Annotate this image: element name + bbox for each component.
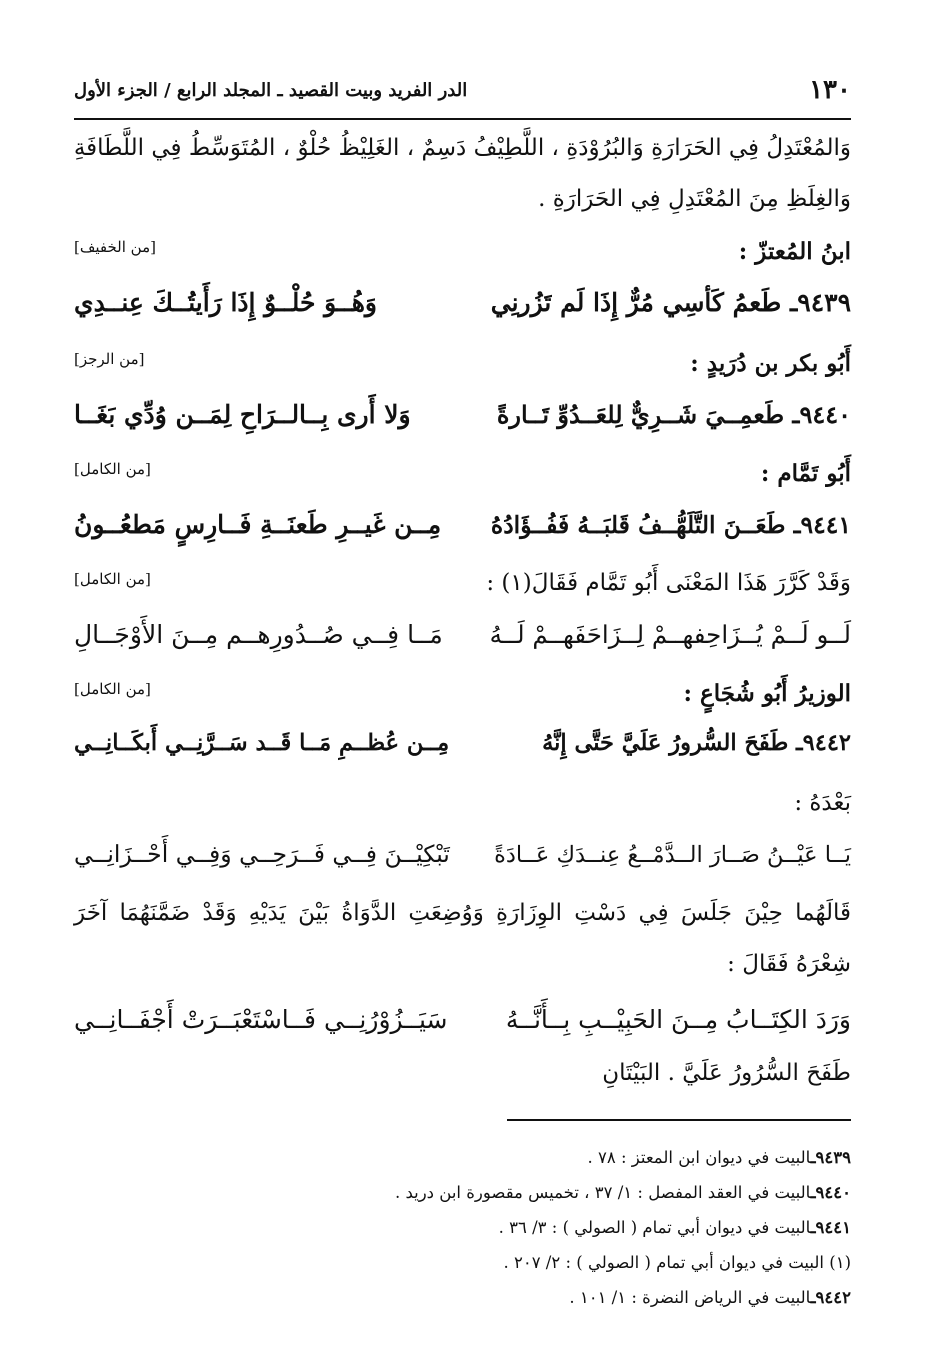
meter-label: [من الخفيف]: [74, 238, 156, 256]
footnote-number: ٩٤٣٩ـ: [810, 1148, 851, 1167]
verse-line: [74, 840, 851, 868]
hemistich-first: ٩٤٤٠ـ طَعمِــيَ شَــرِيٌّ لِلعَــدُوِّ تَــارةً: [496, 400, 851, 429]
poet-name: ابنُ المُعتزّ :: [738, 238, 851, 265]
hemistich-second: مِــن غَيــرِ طَعنَــةِ فَــارِسٍ مَطعُــونُ: [74, 510, 442, 539]
footnote-number: ٩٤٤٢ـ: [810, 1288, 851, 1307]
footnote: [74, 1253, 851, 1272]
footnote-text: البيت في العقد المفصل : ١/ ٣٧ ، تخميس مقصورة ابن دريد .: [394, 1183, 811, 1202]
hemistich-first: وَرَدَ الكِتَــابُ مِــنَ الحَبِيْــبِ بِــأَنَّــهُ: [505, 1005, 851, 1034]
meter-label: [من الكامل]: [74, 570, 151, 588]
running-title: الدر الفريد وبيت القصيد ـ المجلد الرابع / الجزء الأول: [74, 79, 468, 101]
hemistich-first: ٩٤٤١ـ طَعَــنَ التَّلَهُّــفُ قَلبَــهُ فَفُــؤَادُهُ: [490, 511, 851, 539]
hemistich-second: مَــا فِــي صُــدُورِهــم مِــنَ الأَوْجَــالِ: [74, 620, 443, 649]
prose-line: شِعْرَهُ فَقَالَ :: [727, 951, 851, 977]
footnote-text: البيت في الرياض النضرة : ١/ ١٠١ .: [569, 1288, 811, 1307]
after-label: بَعْدَهُ :: [794, 790, 851, 816]
footnote-text: البيت في ديوان أبي تمام ( الصولي ) : ٢/ ٢٠٧ .: [503, 1253, 824, 1272]
footnote: [74, 1218, 851, 1237]
meter-label: [من الكامل]: [74, 680, 151, 698]
page-number: ١٣٠: [809, 75, 851, 105]
hemistich-first: ٩٤٤٢ـ طَفَحَ السُّرورُ عَلَيَّ حَتَّى إِنَّهُ: [542, 730, 851, 756]
footnote-text: البيت في ديوان أبي تمام ( الصولي ) : ٣/ ٣٦ .: [498, 1218, 811, 1237]
footnote: [74, 1183, 851, 1202]
verse-continuation: طَفَحَ السُّرُورُ عَلَيَّ . البَيْتَانِ: [602, 1060, 851, 1086]
poet-name: الوزيرُ أَبُو شُجَاعٍ :: [683, 680, 851, 707]
poet-name: أَبُو بكر بن دُرَيدٍ :: [690, 350, 851, 377]
footnote-number: ٩٤٤١ـ: [810, 1218, 851, 1237]
hemistich-second: سَيَــزُوْرُنِــي فَــاسْتَعْبَــرَتْ أَجْفَــانِــي: [74, 1005, 448, 1034]
meter-label: [من الكامل]: [74, 460, 151, 478]
prose-line: وَالغِلَظِ مِنَ المُعْتَدِلِ فِي الحَرَارَةِ .: [538, 186, 851, 212]
poet-heading: [74, 680, 851, 707]
footnote-text: البيت في ديوان ابن المعتز : ٧٨ .: [587, 1148, 811, 1167]
hemistich-second: تَبْكِيْــنَ فِــي فَــرَحِــي وَفِــي أَحْــزَانِــي: [74, 840, 450, 868]
hemistich-first: لَــو لَــمْ يُــزَاحِفهــمْ لِــزَاحَفَهــمْ لَــهُ: [489, 620, 851, 649]
footnote: [74, 1288, 851, 1307]
footnote-rule: [507, 1119, 851, 1121]
poet-heading: [74, 238, 851, 265]
verse-line: [74, 510, 851, 539]
hemistich-first: يَــا عَيْــنُ صَــارَ الــدَّمْــعُ عِنــدَكِ عَــادَةً: [494, 842, 851, 868]
hemistich-second: وَهُــوَ حُلْــوٌ إِذَا رَأَيتُــكَ عِنــدِي: [74, 288, 377, 317]
hemistich-second: مِــن عُظــمِ مَــا قَــد سَــرَّنِــي أَبكَــانِــي: [74, 730, 450, 756]
footnote-number: (١): [829, 1253, 851, 1272]
poet-heading: [74, 350, 851, 377]
header-rule: [74, 118, 851, 120]
verse-line: [74, 620, 851, 649]
footnote: [74, 1148, 851, 1167]
hemistich-second: وَلا أَرى بِــالــرَاحِ لِمَــن وُدِّي بَغَــا: [74, 400, 411, 429]
poet-name: أَبُو تَمَّام :: [760, 460, 851, 487]
verse-line: [74, 288, 851, 317]
meter-label: [من الرجز]: [74, 350, 145, 368]
verse-line: [74, 400, 851, 429]
note-line: وَقَدْ كَرَّرَ هَذَا المَعْنَى أَبُو تَمَّام فَقَالَ(١) :: [486, 570, 851, 596]
page-header: [74, 70, 851, 110]
prose-line: وَالمُعْتَدِلُ فِي الحَرَارَةِ وَالبُرُوْدَةِ ، اللَّطِيْفُ دَسِمٌ ، الغَلِيْظُ حُلْوٌ ، المُتَوَسِّطُ فِي اللَّطَافَةِ: [73, 135, 851, 161]
footnote-number: ٩٤٤٠ـ: [810, 1183, 851, 1202]
note-heading: [74, 570, 851, 596]
hemistich-first: ٩٤٣٩ـ طَعمُ كَأسِي مُرٌّ إِذَا لَم تَزُرنِي: [490, 288, 851, 317]
poet-heading: [74, 460, 851, 487]
verse-line: [74, 1005, 851, 1034]
verse-line: [74, 730, 851, 756]
prose-line: قَالَهُما حِيْنَ جَلَسَ فِي دَسْتِ الوِزَارَةِ وَوُضِعَتِ الدَّوَاةُ بَيْنَ يَدَيْهِ وَقَدْ ضَمَّنَهُمَا آخَرَ: [74, 900, 851, 926]
